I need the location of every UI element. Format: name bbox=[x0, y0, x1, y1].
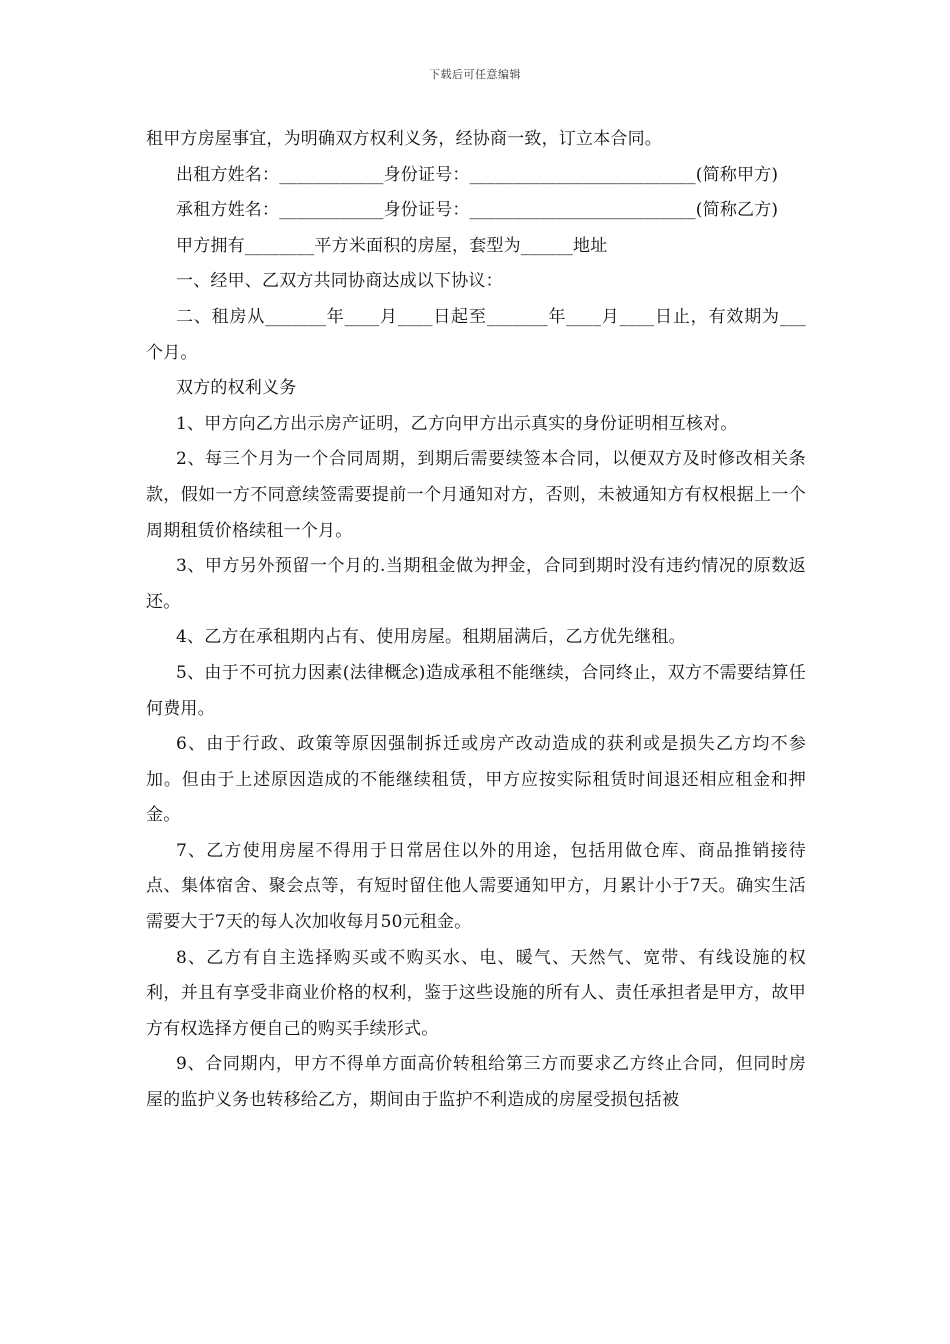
clause-7: 7、乙方使用房屋不得用于日常居住以外的用途，包括用做仓库、商品推销接待点、集体宿舍、聚会点等，有短时留住他人需要通知甲方，月累计小于7天。确实生活需要大于7天的每人次加收每月50元租金。 bbox=[146, 840, 806, 933]
paragraph-term: 二、租房从_______年____月____日起至_______年____月____日止，有效期为___个月。 bbox=[146, 306, 806, 363]
page-header: 下载后可任意编辑 bbox=[429, 68, 521, 81]
clause-9: 9、合同期内，甲方不得单方面高价转租给第三方而要求乙方终止合同，但同时房屋的监护义务也转移给乙方，期间由于监护不利造成的房屋受损包括被 bbox=[146, 1054, 806, 1111]
clause-5: 5、由于不可抗力因素(法律概念)造成承租不能继续，合同终止，双方不需要结算任何费用。 bbox=[146, 662, 806, 719]
clause-2: 2、每三个月为一个合同周期，到期后需要续签本合同，以便双方及时修改相关条款，假如一方不同意续签需要提前一个月通知对方，否则，未被通知方有权根据上一个周期租赁价格续租一个月。 bbox=[146, 449, 806, 541]
clause-3: 3、甲方另外预留一个月的.当期租金做为押金，合同到期时没有违约情况的原数返还。 bbox=[146, 556, 806, 612]
paragraph-lessee: 承租方姓名：____________身份证号：__________________________(简称乙方) bbox=[176, 200, 779, 221]
clause-8: 8、乙方有自主选择购买或不购买水、电、暖气、天然气、宽带、有线设施的权利，并且有享受非商业价格的权利，鉴于这些设施的所有人、责任承担者是甲方，故甲方有权选择方便自己的购买手续形式。 bbox=[146, 947, 806, 1039]
section-heading-rights: 双方的权利义务 bbox=[176, 378, 297, 399]
paragraph-lessor: 出租方姓名：____________身份证号：__________________________(简称甲方) bbox=[176, 164, 779, 185]
paragraph-intro: 租甲方房屋事宜，为明确双方权利义务，经协商一致，订立本合同。 bbox=[146, 129, 662, 149]
document-body bbox=[146, 122, 806, 1119]
clause-1: 1、甲方向乙方出示房产证明，乙方向甲方出示真实的身份证明相互核对。 bbox=[176, 413, 738, 434]
clause-6: 6、由于行政、政策等原因强制拆迁或房产改动造成的获利或是损失乙方均不参加。但由于上述原因造成的不能继续租赁，甲方应按实际租赁时间退还相应租金和押金。 bbox=[146, 734, 806, 826]
paragraph-agreement: 一、经甲、乙双方共同协商达成以下协议： bbox=[176, 271, 503, 292]
clause-4: 4、乙方在承租期内占有、使用房屋。租期届满后，乙方优先继租。 bbox=[176, 627, 686, 648]
paragraph-property: 甲方拥有________平方米面积的房屋，套型为______地址 bbox=[176, 235, 608, 256]
